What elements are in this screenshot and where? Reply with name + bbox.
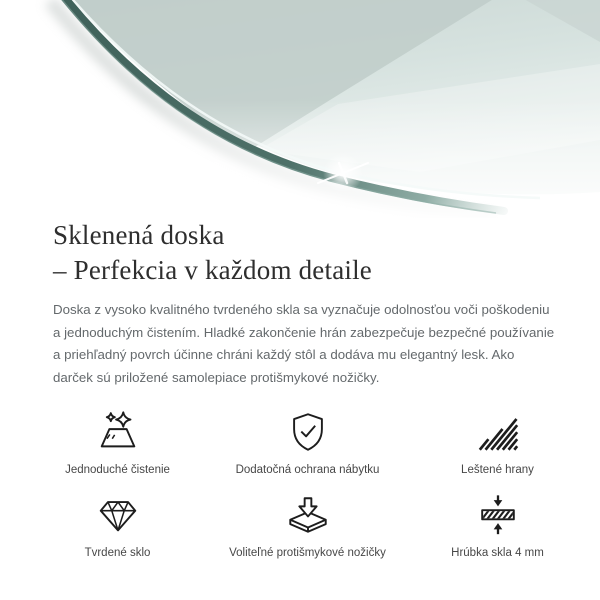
feature-label: Dodatočná ochrana nábytku (235, 464, 380, 476)
sparkle-clean-icon (95, 409, 141, 455)
anti-slip-feet-icon (285, 492, 331, 538)
diamond-icon (95, 492, 141, 538)
glass-panel-illustration (0, 0, 600, 218)
glass-thickness-icon (475, 492, 521, 538)
feature-label: Jednoduché čistenie (65, 464, 170, 476)
feature-label: Hrúbka skla 4 mm (451, 547, 544, 559)
page-title-line1: Sklenená doska (53, 220, 225, 250)
shield-check-icon (285, 409, 331, 455)
feature-tempered-glass (40, 492, 195, 559)
page-title (53, 218, 560, 288)
glass-panel-photo (0, 0, 600, 218)
feature-anti-slip-feet (195, 492, 420, 559)
feature-label: Leštené hrany (461, 464, 534, 476)
feature-label: Voliteľné protišmykové nožičky (229, 547, 386, 559)
polished-edges-icon (475, 409, 521, 455)
feature-glass-thickness (420, 492, 575, 559)
product-description-section (0, 218, 600, 389)
feature-polished-edges (420, 409, 575, 476)
feature-label: Tvrdené sklo (84, 547, 151, 559)
feature-easy-cleaning (40, 409, 195, 476)
page-title-line2: – Perfekcia v každom detaile (53, 255, 372, 285)
feature-furniture-protection (195, 409, 420, 476)
feature-grid (40, 409, 560, 559)
product-description-text: Doska z vysoko kvalitného tvrdeného skla sa vyznačuje odolnosťou voči poškodeniu a jednoduchým čistením. Hladké zakončenie hrán zabezpečuje bezpečné používanie a priehľadný povrch účinne chráni každý stôl a dodáva mu elegantný lesk. Ako darček sú priložené samolepiace protišmykové nožičky. (53, 302, 555, 385)
